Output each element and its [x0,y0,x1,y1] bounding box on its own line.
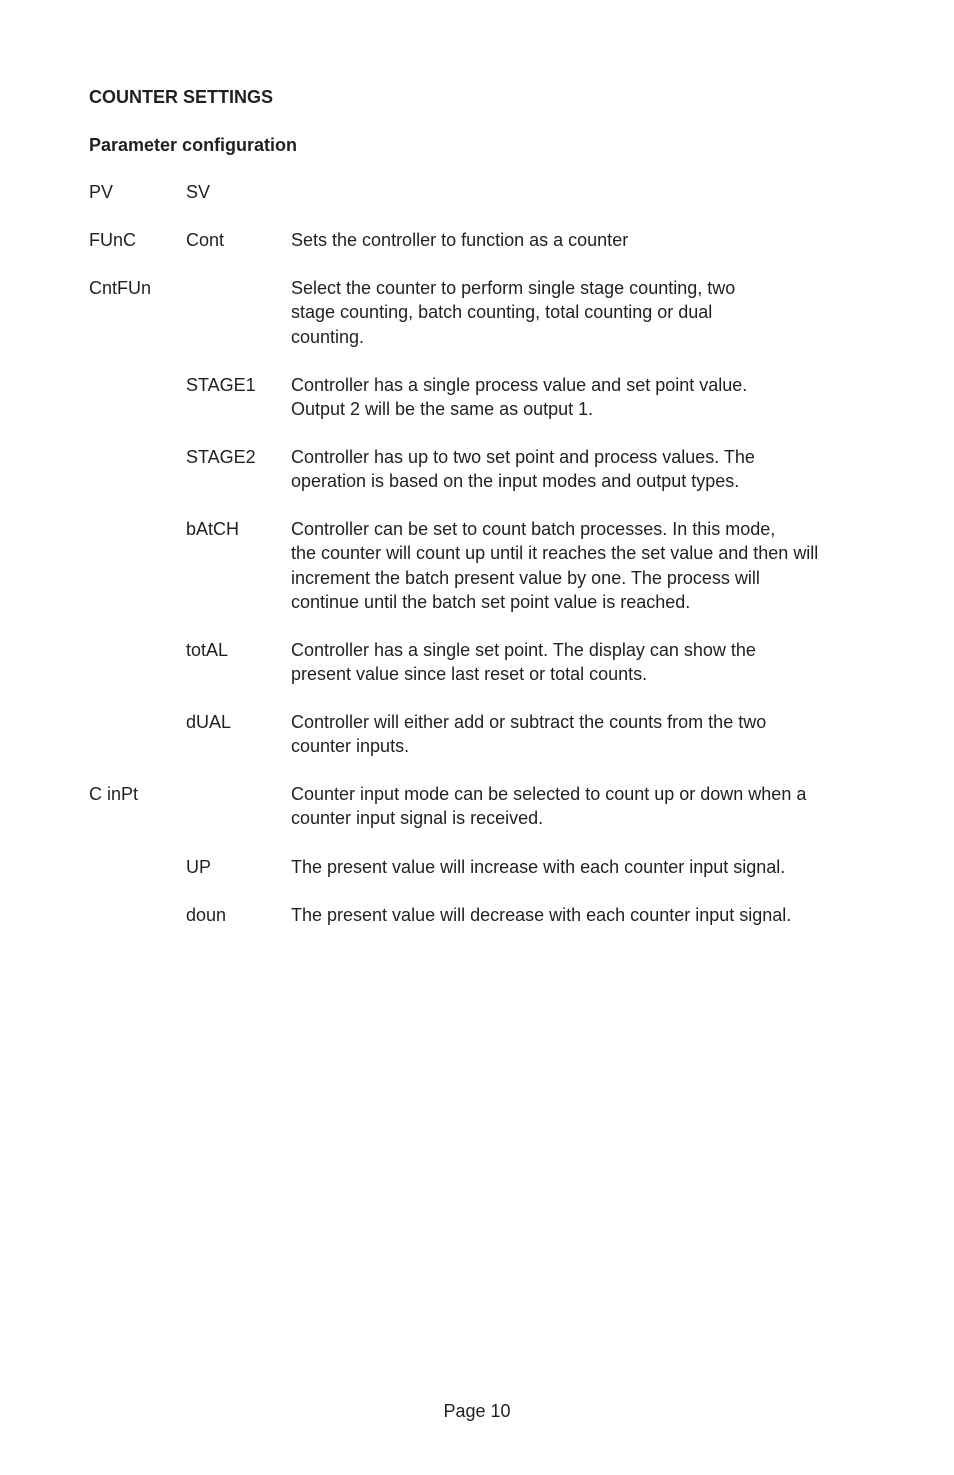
page-number: Page 10 [443,1401,511,1421]
description-line: counting. [291,326,365,347]
description-line: Output 2 will be the same as output 1. [291,399,594,420]
description-line: Select the counter to perform single stage counting, two [291,278,736,298]
parameter-sv: bAtCH [186,519,240,539]
column-header-pv: PV [89,182,114,202]
parameter-description [291,638,756,687]
parameter-pv: FUnC [89,230,137,250]
description-line: Sets the controller to function as a counter [291,230,629,250]
description-line: continue until the batch set point value is reached. [291,591,691,612]
column-header-sv: SV [186,182,211,202]
parameter-description [291,710,766,759]
description-line: Controller has up to two set point and process values. The [291,447,755,467]
description-line: the counter will count up until it reaches the set value and then will [291,543,819,564]
parameter-sv: totAL [186,640,229,660]
description-line: Controller has a single set point. The display can show the [291,640,756,660]
description-line: Controller has a single process value and set point value. [291,375,748,395]
description-line: stage counting, batch counting, total counting or dual [291,302,713,323]
description-line: operation is based on the input modes and output types. [291,471,740,492]
description-line: increment the batch present value by one. The process will [291,567,760,588]
description-line: Controller can be set to count batch processes. In this mode, [291,519,776,539]
parameter-sv: dUAL [186,712,232,732]
description-line: The present value will increase with each counter input signal. [291,857,786,877]
parameter-sv: Cont [186,230,225,250]
description-line: present value since last reset or total counts. [291,664,648,685]
parameter-description [291,903,791,927]
parameter-description [291,517,818,614]
description-line: The present value will decrease with each counter input signal. [291,905,792,925]
parameter-sv: UP [186,857,212,877]
parameter-sv: STAGE2 [186,447,256,467]
description-line: Controller will either add or subtract the counts from the two [291,712,767,732]
description-line: counter input signal is received. [291,808,544,829]
parameter-description [291,855,785,879]
parameter-sv: STAGE1 [186,375,256,395]
description-line: counter inputs. [291,736,410,757]
parameter-description [291,445,755,494]
parameter-description [291,228,628,252]
parameter-description [291,276,735,349]
description-line: Counter input mode can be selected to count up or down when a [291,784,807,804]
parameter-description [291,373,747,422]
parameter-sv: doun [186,905,227,925]
parameter-pv: CntFUn [89,278,152,298]
section-subtitle: Parameter configuration [89,135,298,155]
page-title: COUNTER SETTINGS [89,87,274,107]
parameter-pv: C inPt [89,784,139,804]
parameter-description [291,782,806,831]
